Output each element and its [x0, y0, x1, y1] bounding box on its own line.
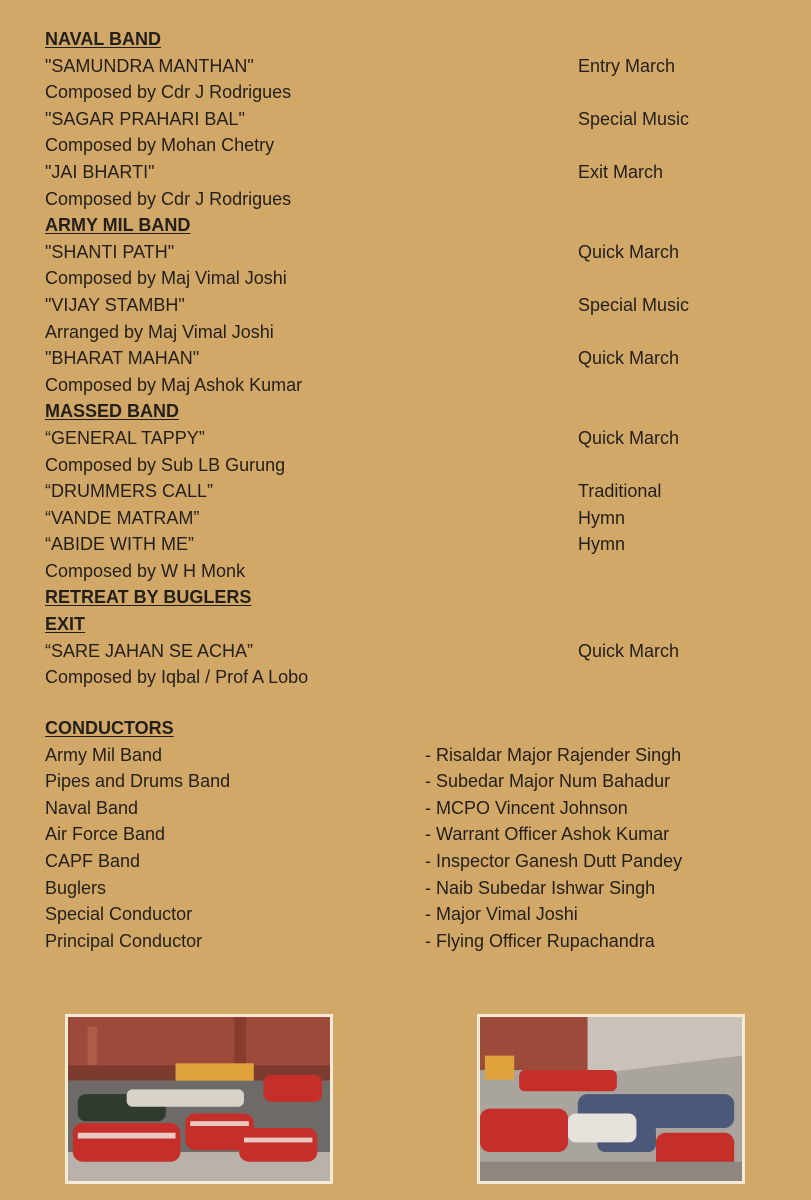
music-title: “GENERAL TAPPY” [45, 427, 205, 448]
music-item-row [45, 425, 785, 452]
music-item-row [45, 106, 785, 133]
music-credit: Composed by Sub LB Gurung [45, 454, 286, 475]
section-heading: NAVAL BAND [45, 29, 161, 49]
music-credit: Composed by Cdr J Rodrigues [45, 82, 292, 103]
credit-row [45, 319, 785, 346]
music-item-row [45, 53, 785, 80]
credit-row [45, 664, 785, 691]
conductor-row [45, 821, 785, 848]
music-credit: Composed by Iqbal / Prof A Lobo [45, 667, 309, 688]
conductor-name: - Naib Subedar Ishwar Singh [425, 877, 656, 898]
conductor-row [45, 901, 785, 928]
conductor-row [45, 795, 785, 822]
credit-row [45, 452, 785, 479]
music-credit: Composed by Maj Vimal Joshi [45, 268, 287, 289]
conductor-name: - Inspector Ganesh Dutt Pandey [425, 850, 683, 871]
credit-row [45, 372, 785, 399]
conductor-row [45, 928, 785, 955]
music-item-row [45, 478, 785, 505]
conductor-row [45, 742, 785, 769]
music-title: "SHANTI PATH" [45, 241, 175, 262]
conductor-band: Principal Conductor [45, 930, 203, 951]
section-heading: MASSED BAND [45, 401, 180, 422]
conductor-name: - Subedar Major Num Bahadur [425, 771, 671, 792]
music-item-row [45, 638, 785, 665]
music-credit: Composed by Maj Ashok Kumar [45, 374, 303, 395]
music-title: "JAI BHARTI" [45, 161, 155, 182]
conductor-name: - Major Vimal Joshi [425, 904, 578, 925]
music-title: "SAMUNDRA MANTHAN" [45, 55, 254, 76]
music-item-row [45, 345, 785, 372]
music-title: “ABIDE WITH ME” [45, 534, 194, 555]
band-photo-illustration [480, 1017, 742, 1181]
music-type: Exit March [578, 161, 664, 182]
photo-massed-band-right [477, 1014, 745, 1184]
credit-row [45, 186, 785, 213]
section-heading: ARMY MIL BAND [45, 215, 191, 236]
conductor-name: - MCPO Vincent Johnson [425, 797, 628, 818]
music-type: Quick March [578, 348, 680, 369]
programme-list [45, 26, 785, 691]
music-item-row [45, 159, 785, 186]
conductor-row [45, 875, 785, 902]
section-heading: EXIT [45, 614, 86, 635]
credit-row [45, 558, 785, 585]
music-item-row [45, 239, 785, 266]
band-photo-illustration [68, 1017, 330, 1181]
music-type: Special Music [578, 294, 690, 315]
music-title: “SARE JAHAN SE ACHA” [45, 640, 254, 661]
music-type: Entry March [578, 55, 676, 76]
credit-row [45, 265, 785, 292]
conductor-band: Army Mil Band [45, 744, 163, 765]
conductor-row [45, 848, 785, 875]
credit-row [45, 132, 785, 159]
conductor-band: CAPF Band [45, 850, 141, 871]
music-item-row [45, 531, 785, 558]
conductor-band: Special Conductor [45, 904, 193, 925]
music-type: Hymn [578, 534, 626, 555]
music-title: “VANDE MATRAM” [45, 507, 200, 528]
music-item-row [45, 292, 785, 319]
credit-row [45, 79, 785, 106]
music-title: "VIJAY STAMBH" [45, 294, 185, 315]
conductor-band: Air Force Band [45, 824, 166, 845]
conductor-band: Pipes and Drums Band [45, 771, 231, 792]
conductors-list [45, 742, 785, 955]
music-title: “DRUMMERS CALL” [45, 481, 214, 502]
conductors-heading: CONDUCTORS [45, 718, 174, 738]
music-credit: Arranged by Maj Vimal Joshi [45, 321, 274, 342]
music-type: Hymn [578, 507, 626, 528]
conductor-name: - Flying Officer Rupachandra [425, 930, 655, 951]
music-type: Traditional [578, 481, 662, 502]
conductor-name: - Risaldar Major Rajender Singh [425, 744, 682, 765]
music-type: Quick March [578, 640, 680, 661]
music-credit: Composed by Mohan Chetry [45, 135, 275, 156]
music-title: "BHARAT MAHAN" [45, 348, 200, 369]
music-type: Quick March [578, 241, 680, 262]
music-item-row [45, 505, 785, 532]
music-title: "SAGAR PRAHARI BAL" [45, 108, 245, 129]
music-type: Quick March [578, 427, 680, 448]
conductor-band: Buglers [45, 877, 107, 898]
conductor-band: Naval Band [45, 797, 139, 818]
conductor-row [45, 768, 785, 795]
photo-massed-band-left [65, 1014, 333, 1184]
music-credit: Composed by W H Monk [45, 560, 246, 581]
conductors-section [45, 715, 785, 954]
conductor-name: - Warrant Officer Ashok Kumar [425, 824, 670, 845]
music-type: Special Music [578, 108, 690, 129]
section-heading: RETREAT BY BUGLERS [45, 587, 252, 608]
music-credit: Composed by Cdr J Rodrigues [45, 188, 292, 209]
